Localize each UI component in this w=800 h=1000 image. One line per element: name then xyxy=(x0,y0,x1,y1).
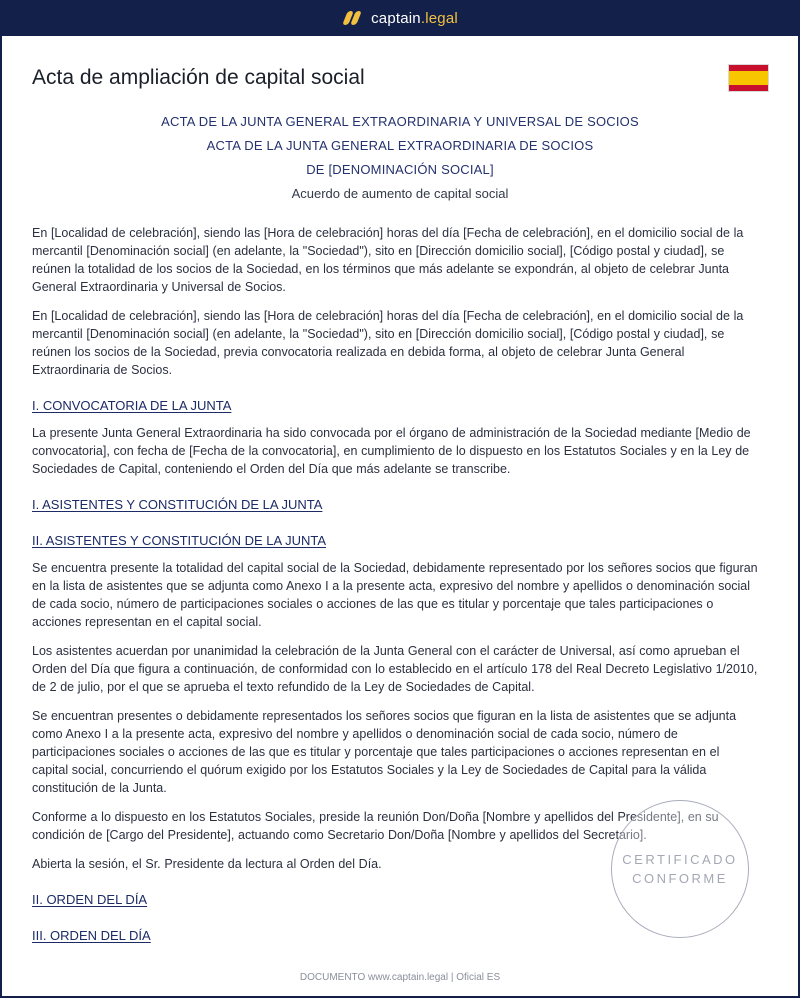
heading-line: ACTA DE LA JUNTA GENERAL EXTRAORDINARIA DE SOCIOS xyxy=(206,138,594,153)
paragraph: En [Localidad de celebración], siendo las [Hora de celebración] horas del día [Fecha de celebración], en el domicilio social de la mercantil [Denominación social] (en adelante, la "Sociedad"), sito en [Dirección domicilio social], [Código postal y ciudad], se reúnen los socios de la Sociedad, previa convocatoria realizada en debida forma, al objeto de celebrar Junta General Extraordinaria de Socios. xyxy=(32,309,744,377)
section-heading: III. ORDEN DEL DÍA xyxy=(32,928,151,943)
document-title: Acta de ampliación de capital social xyxy=(32,66,365,89)
heading-subtitle: Acuerdo de aumento de capital social xyxy=(291,186,509,201)
stamp-line: CONFORME xyxy=(632,871,728,886)
paragraph: La presente Junta General Extraordinaria ha sido convocada por el órgano de administración de la Sociedad mediante [Medio de convocatoria], con fecha de [Fecha de la convocatoria], en cumplimiento de lo dispuesto en los Estatutos Sociales y en la Ley de Sociedades de Capital, conteniendo el Orden del Día que más adelante se transcribe. xyxy=(32,426,751,476)
section-heading: I. CONVOCATORIA DE LA JUNTA xyxy=(32,398,232,413)
paragraph: Se encuentran presentes o debidamente representados los señores socios que figuran en la lista de asistentes que se adjunta como Anexo I a la presente acta, expresivo del nombre y apellidos o denominación social de cada socio, número de participaciones sociales o acciones de las que es titular y porcentaje que tales participaciones o acciones representan en el capital social, concurriendo el quórum exigido por los Estatutos Sociales y la Ley de Sociedades de Capital para la válida constitución de la Junta. xyxy=(32,709,737,795)
brand-name: captain.legal xyxy=(371,9,458,27)
paragraph: Conforme a lo dispuesto en los Estatutos Sociales, preside la reunión Don/Doña [Nombre y apellidos del Presidente], en su condición de [Cargo del Presidente], actuando como Secretario Don/Doña [Nombre y apellidos del Secretario]. xyxy=(32,810,719,842)
section-heading: II. ASISTENTES Y CONSTITUCIÓN DE LA JUNTA xyxy=(32,533,327,548)
paragraph: Abierta la sesión, el Sr. Presidente da lectura al Orden del Día. xyxy=(32,857,382,871)
top-bar xyxy=(0,0,800,36)
page-footer: DOCUMENTO www.captain.legal | Oficial ES xyxy=(299,972,501,983)
certified-stamp xyxy=(611,800,749,938)
stamp-line: CERTIFICADO xyxy=(622,852,738,867)
section-heading: II. ORDEN DEL DÍA xyxy=(32,892,148,907)
document-heading xyxy=(32,110,768,205)
brand-logo[interactable] xyxy=(342,10,458,27)
spain-flag-icon[interactable] xyxy=(728,64,769,92)
heading-line: ACTA DE LA JUNTA GENERAL EXTRAORDINARIA Y UNIVERSAL DE SOCIOS xyxy=(161,114,639,129)
section-heading: I. ASISTENTES Y CONSTITUCIÓN DE LA JUNTA xyxy=(32,497,323,512)
paragraph: En [Localidad de celebración], siendo las [Hora de celebración] horas del día [Fecha de celebración], en el domicilio social de la mercantil [Denominación social] (en adelante, la "Sociedad"), sito en [Dirección domicilio social], [Código postal y ciudad], se reúnen la totalidad de los socios de la Sociedad, en los términos que más adelante se expondrán, al objeto de celebrar Junta General Extraordinaria y Universal de Socios. xyxy=(32,226,744,294)
paragraph: Los asistentes acuerdan por unanimidad la celebración de la Junta General con el carácter de Universal, así como aprueban el Orden del Día que figura a continuación, de conformidad con lo establecido en el artículo 178 del Real Decreto Legislativo 1/2010, de 2 de julio, por el que se aprueba el texto refundido de la Ley de Sociedades de Capital. xyxy=(32,644,758,694)
heading-line: DE [DENOMINACIÓN SOCIAL] xyxy=(306,162,494,177)
paragraph: Se encuentra presente la totalidad del capital social de la Sociedad, debidamente representado por los señores socios que figuran en la lista de asistentes que se adjunta como Anexo I a la presente acta, expresivo del nombre y apellidos o denominación social de cada socio, número de participaciones sociales o acciones de las que es titular y porcentaje que tales participaciones o acciones representan en el capital social. xyxy=(32,561,758,629)
captain-logo-icon xyxy=(342,10,362,26)
